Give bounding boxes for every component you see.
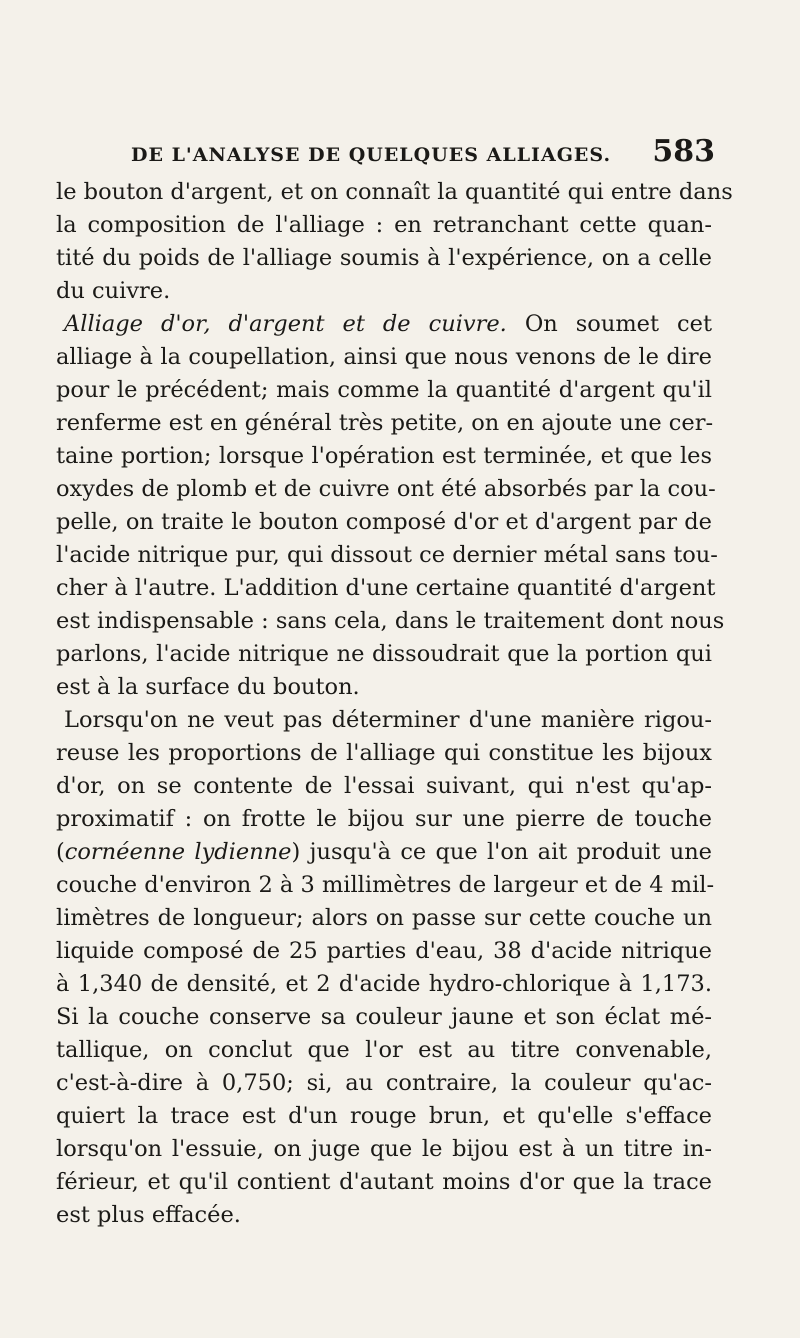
running-title: DE L'ANALYSE DE QUELQUES ALLIAGES.	[131, 144, 612, 166]
text-line: férieur, et qu'il contient d'autant moins d'or que la trace	[56, 1169, 712, 1195]
text-line	[56, 308, 712, 341]
text-line: quiert la trace est d'un rouge brun, et qu'elle s'efface	[56, 1103, 712, 1129]
text-line: le bouton d'argent, et on connaît la quantité qui entre dans	[56, 179, 733, 205]
text-line: alliage à la coupellation, ainsi que nous venons de le dire	[56, 344, 712, 370]
text-line: l'acide nitrique pur, qui dissout ce dernier métal sans tou-	[56, 542, 718, 568]
page-header	[56, 130, 715, 170]
text-line: Si la couche conserve sa couleur jaune et son éclat mé-	[56, 1004, 712, 1030]
text-line: tallique, on conclut que l'or est au titre convenable,	[56, 1037, 712, 1063]
text-fragment: ) jusqu'à ce que l'on ait produit une	[291, 839, 713, 865]
paragraph-2	[56, 308, 725, 704]
text-line: parlons, l'acide nitrique ne dissoudrait que la portion qui	[56, 641, 712, 667]
page-body	[56, 176, 733, 1232]
mineral-name-italic: cornéenne lydienne	[64, 839, 292, 865]
text-line: oxydes de plomb et de cuivre ont été absorbés par la cou-	[56, 476, 716, 502]
text-line: pour le précédent; mais comme la quantité d'argent qu'il	[56, 377, 712, 403]
text-line: liquide composé de 25 parties d'eau, 38 d'acide nitrique	[56, 938, 712, 964]
page-number: 583	[652, 134, 715, 169]
text-line: est plus effacée.	[56, 1202, 241, 1228]
section-lead-italic: Alliage d'or, d'argent et de cuivre.	[64, 311, 507, 337]
text-line: pelle, on traite le bouton composé d'or et d'argent par de	[56, 509, 712, 535]
text-line: renferme est en général très petite, on en ajoute une cer-	[56, 410, 714, 436]
text-line: à 1,340 de densité, et 2 d'acide hydro-chlorique à 1,173.	[56, 971, 712, 997]
text-line: Lorsqu'on ne veut pas déterminer d'une manière rigou-	[64, 707, 712, 733]
text-line: d'or, on se contente de l'essai suivant, qui n'est qu'ap-	[56, 773, 712, 799]
text-line: est indispensable : sans cela, dans le traitement dont nous	[56, 608, 725, 634]
text-line: taine portion; lorsque l'opération est terminée, et que les	[56, 443, 712, 469]
text-line: couche d'environ 2 à 3 millimètres de largeur et de 4 mil-	[56, 872, 715, 898]
text-line: limètres de longueur; alors on passe sur cette couche un	[56, 905, 712, 931]
text-line: cher à l'autre. L'addition d'une certaine quantité d'argent	[56, 575, 716, 601]
text-line: reuse les proportions de l'alliage qui constitue les bijoux	[56, 740, 712, 766]
text-line: la composition de l'alliage : en retranchant cette quan-	[56, 212, 712, 238]
text-fragment: (	[56, 839, 65, 865]
text-line: c'est-à-dire à 0,750; si, au contraire, la couleur qu'ac-	[56, 1070, 712, 1096]
paragraph-3	[56, 704, 715, 1232]
text-line: tité du poids de l'alliage soumis à l'expérience, on a celle	[56, 245, 712, 271]
text-line: est à la surface du bouton.	[56, 674, 360, 700]
text-line	[56, 836, 712, 869]
book-page	[56, 130, 733, 1232]
text-line: du cuivre.	[56, 278, 171, 304]
text-line: proximatif : on frotte le bijou sur une pierre de touche	[56, 806, 712, 832]
paragraph-1	[56, 176, 733, 308]
text-fragment: On soumet cet	[506, 311, 712, 337]
text-line: lorsqu'on l'essuie, on juge que le bijou est à un titre in-	[56, 1136, 712, 1162]
